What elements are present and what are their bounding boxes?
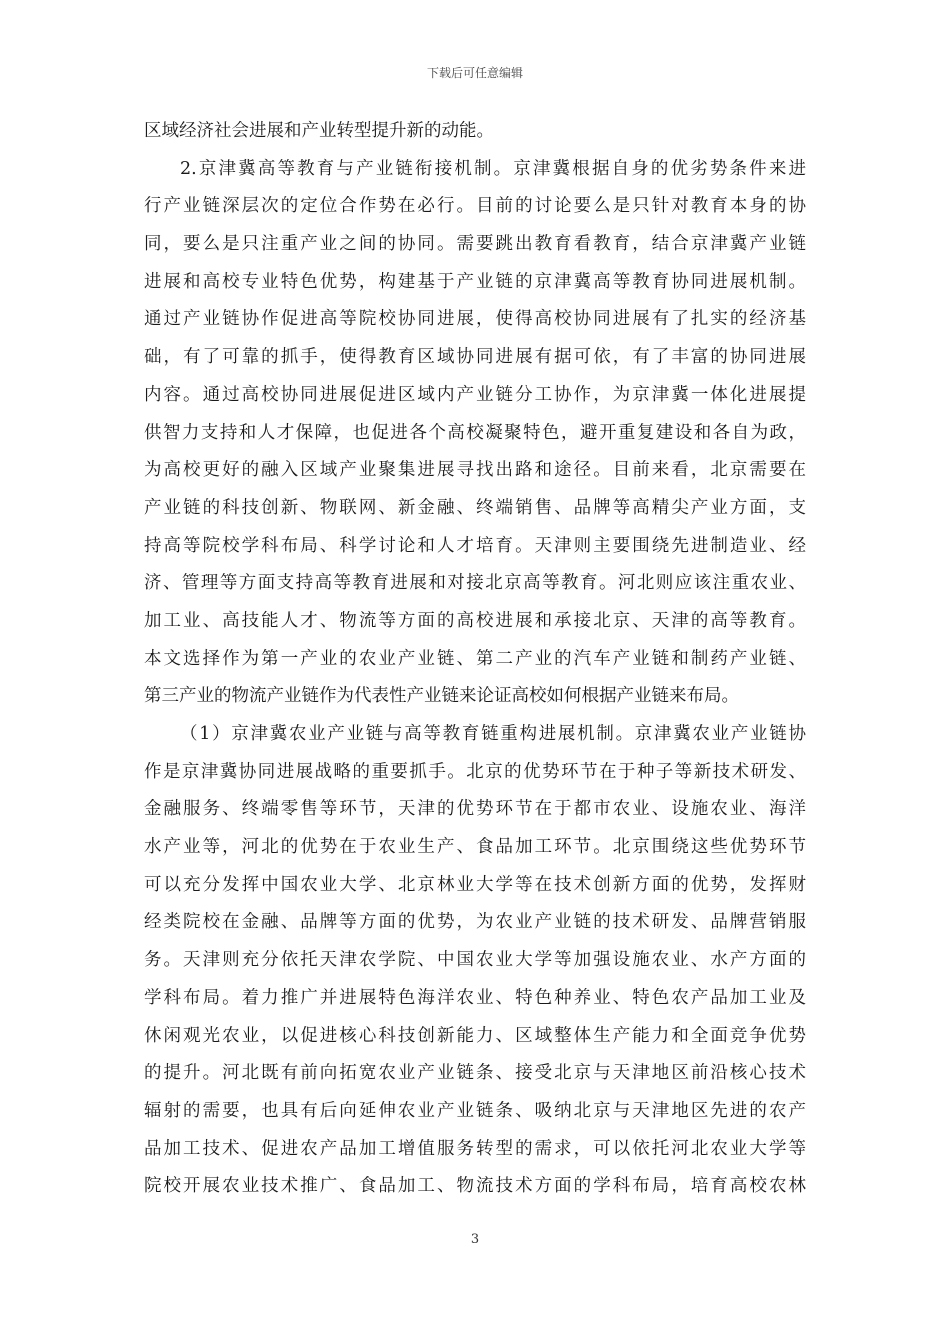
text-line: 金融服务、终端零售等环节，天津的优势环节在于都市农业、设施农业、海洋 bbox=[144, 799, 806, 820]
text-line: 区域经济社会进展和产业转型提升新的动能。 bbox=[144, 121, 494, 141]
text-line: 休闲观光农业，以促进核心科技创新能力、区域整体生产能力和全面竞争优势 bbox=[144, 1025, 806, 1046]
text-line: 通过产业链协作促进高等院校协同进展，使得高校协同进展有了扎实的经济基 bbox=[144, 309, 806, 330]
text-line: 供智力支持和人才保障，也促进各个高校凝聚特色，避开重复建设和各自为政， bbox=[144, 422, 806, 443]
text-line: 经类院校在金融、品牌等方面的优势，为农业产业链的技术研发、品牌营销服 bbox=[144, 912, 806, 933]
text-line: 院校开展农业技术推广、食品加工、物流技术方面的学科布局，培育高校农林 bbox=[144, 1176, 806, 1197]
text-line: 进展和高校专业特色优势，构建基于产业链的京津冀高等教育协同进展机制。 bbox=[144, 271, 806, 292]
page-number: 3 bbox=[470, 1232, 480, 1247]
text-line: 本文选择作为第一产业的农业产业链、第二产业的汽车产业链和制药产业链、 bbox=[144, 648, 806, 669]
text-line: 为高校更好的融入区域产业聚集进展寻找出路和途径。目前来看，北京需要在 bbox=[144, 460, 806, 481]
text-line: 础，有了可靠的抓手，使得教育区域协同进展有据可依，有了丰富的协同进展 bbox=[144, 347, 806, 368]
text-line: 行产业链深层次的定位合作势在必行。目前的讨论要么是只针对教育本身的协 bbox=[144, 196, 806, 217]
text-line: 务。天津则充分依托天津农学院、中国农业大学等加强设施农业、水产方面的 bbox=[144, 950, 806, 971]
page-header: 下载后可任意编辑 bbox=[426, 66, 523, 80]
body-text bbox=[144, 113, 806, 1206]
text-line: 产业链的科技创新、物联网、新金融、终端销售、品牌等高精尖产业方面，支 bbox=[144, 497, 806, 518]
text-line: 济、管理等方面支持高等教育进展和对接北京高等教育。河北则应该注重农业、 bbox=[144, 573, 806, 594]
text-line: （1）京津冀农业产业链与高等教育链重构进展机制。京津冀农业产业链协 bbox=[180, 724, 806, 744]
text-line: 第三产业的物流产业链作为代表性产业链来论证高校如何根据产业链来布局。 bbox=[144, 686, 739, 707]
text-line: 可以充分发挥中国农业大学、北京林业大学等在技术创新方面的优势，发挥财 bbox=[144, 874, 806, 895]
text-line: 持高等院校学科布局、科学讨论和人才培育。天津则主要围绕先进制造业、经 bbox=[144, 535, 806, 556]
text-line: 加工业、高技能人才、物流等方面的高校进展和承接北京、天津的高等教育。 bbox=[144, 610, 806, 631]
text-line: 水产业等，河北的优势在于农业生产、食品加工环节。北京围绕这些优势环节 bbox=[144, 837, 806, 858]
text-line: 品加工技术、促进农产品加工增值服务转型的需求，可以依托河北农业大学等 bbox=[144, 1138, 806, 1159]
text-line: 内容。通过高校协同进展促进区域内产业链分工协作，为京津冀一体化进展提 bbox=[144, 384, 806, 405]
text-line: 的提升。河北既有前向拓宽农业产业链条、接受北京与天津地区前沿核心技术 bbox=[144, 1063, 806, 1084]
text-line: 同，要么是只注重产业之间的协同。需要跳出教育看教育，结合京津冀产业链 bbox=[144, 234, 806, 255]
text-line: 辐射的需要，也具有后向延伸农业产业链条、吸纳北京与天津地区先进的农产 bbox=[144, 1100, 806, 1121]
text-line: 作是京津冀协同进展战略的重要抓手。北京的优势环节在于种子等新技术研发、 bbox=[144, 761, 806, 782]
text-line: 2.京津冀高等教育与产业链衔接机制。京津冀根据自身的优劣势条件来进 bbox=[180, 158, 806, 179]
text-line: 学科布局。着力推广并进展特色海洋农业、特色种养业、特色农产品加工业及 bbox=[144, 987, 806, 1008]
